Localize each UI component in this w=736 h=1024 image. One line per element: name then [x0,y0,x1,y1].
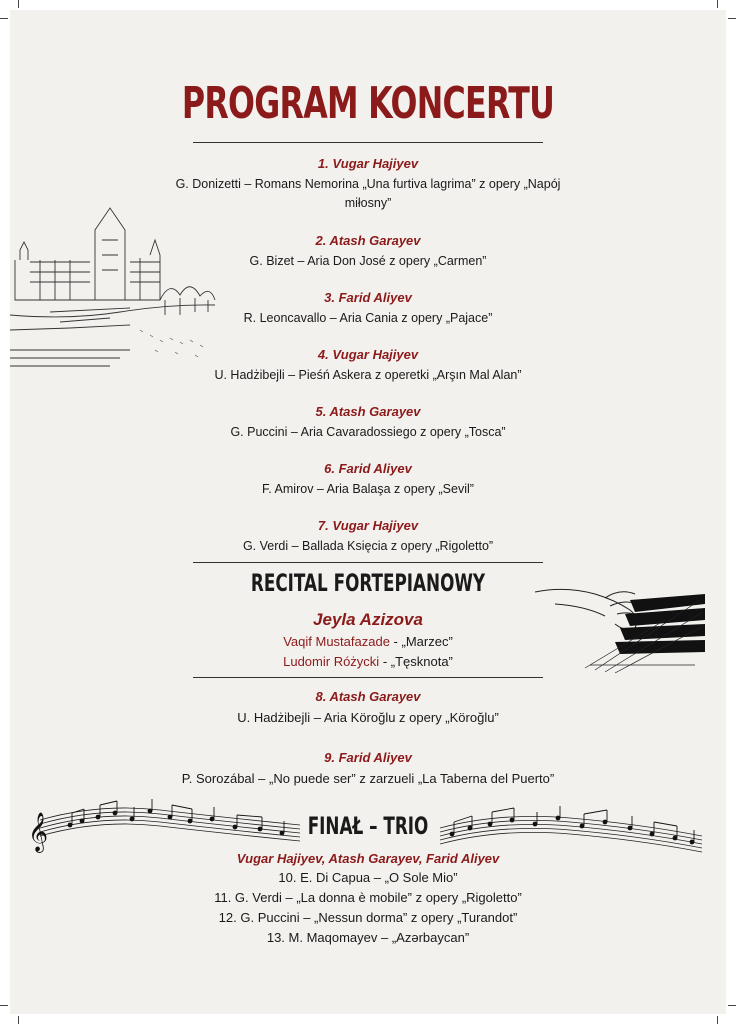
performer-name: 8. Atash Garayev [315,689,421,704]
performer-name: 5. Atash Garayev [315,404,421,419]
program-item-7 [0,518,736,556]
crop-mark [18,1016,19,1024]
crop-mark [18,0,19,8]
finale-piece: 13. M. Maqomayev – „Azərbaycan” [266,930,470,945]
program-item-3 [0,290,736,328]
piece-title: G. Bizet – Aria Don José z opery „Carmen” [249,254,487,268]
program-item-6 [0,461,736,499]
performer-name: 4. Vugar Hajiyev [317,347,419,362]
piece-line: G. Donizetti – Romans Nemorina „Una furtiva lagrima” z opery „Napój [175,177,561,191]
work-title: - „Tęsknota” [379,654,453,669]
performer-name: 3. Farid Aliyev [324,290,412,305]
work-title: - „Marzec” [389,634,453,649]
piece-title: F. Amirov – Aria Balaşa z opery „Sevil” [262,482,474,496]
recital-heading: RECITAL FORTEPIANOWY [250,569,486,597]
music-staff-right [440,800,705,855]
title-divider [193,142,543,143]
crop-mark [728,1005,736,1006]
piano-hands-sketch [535,580,705,675]
crop-mark [717,1016,718,1024]
finale-block [0,851,736,948]
program-item-2 [0,233,736,271]
performer-name: 1. Vugar Hajiyev [317,156,419,171]
piece-title: U. Hadżibejli – Pieśń Askera z operetki „Arşın Mal Alan” [214,368,522,382]
composer-name: Ludomir Różycki [283,654,380,669]
performer-name: 7. Vugar Hajiyev [317,518,419,533]
piece-line: miłosny” [344,196,392,210]
page-title: PROGRAM KONCERTU [181,78,555,129]
piece-title: G. Verdi – Ballada Księcia z opery „Rigoletto” [242,539,494,553]
piece-title: U. Hadżibejli – Aria Köroğlu z opery „Köroğlu” [237,710,499,725]
crop-mark [717,0,718,8]
finale-piece: 10. E. Di Capua – „O Sole Mio” [278,870,458,885]
piece-title: G. Puccini – Aria Cavaradossiego z opery „Tosca” [230,425,506,439]
section-divider [193,562,543,563]
trio-performers: Vugar Hajiyev, Atash Garayev, Farid Aliyev [236,851,500,866]
performer-name: 2. Atash Garayev [315,233,421,248]
composer-name: Vaqif Mustafazade [283,634,390,649]
piece-title: P. Sorozábal – „No puede ser” z zarzueli „La Taberna del Puerto” [181,771,555,786]
castle-sketch [10,200,220,370]
section-divider [193,677,543,678]
piece-title [0,175,736,213]
performer-name: 6. Farid Aliyev [324,461,412,476]
soloist-name: Jeyla Azizova [313,610,423,629]
finale-piece: 12. G. Puccini – „Nessun dorma” z opery „Turandot” [218,910,518,925]
piece-title: R. Leoncavallo – Aria Cania z opery „Pajace” [243,311,493,325]
svg-text:𝄞: 𝄞 [28,812,49,852]
crop-mark [0,18,8,19]
crop-mark [728,18,736,19]
program-item-1 [0,156,736,213]
program-item-4 [0,347,736,385]
crop-mark [0,1005,8,1006]
program-item-5 [0,404,736,442]
program-item-9 [0,750,736,788]
finale-piece: 11. G. Verdi – „La donna è mobile” z opery „Rigoletto” [214,890,522,905]
program-item-8 [0,689,736,727]
finale-heading: FINAŁ – TRIO [307,812,429,840]
performer-name: 9. Farid Aliyev [324,750,412,765]
